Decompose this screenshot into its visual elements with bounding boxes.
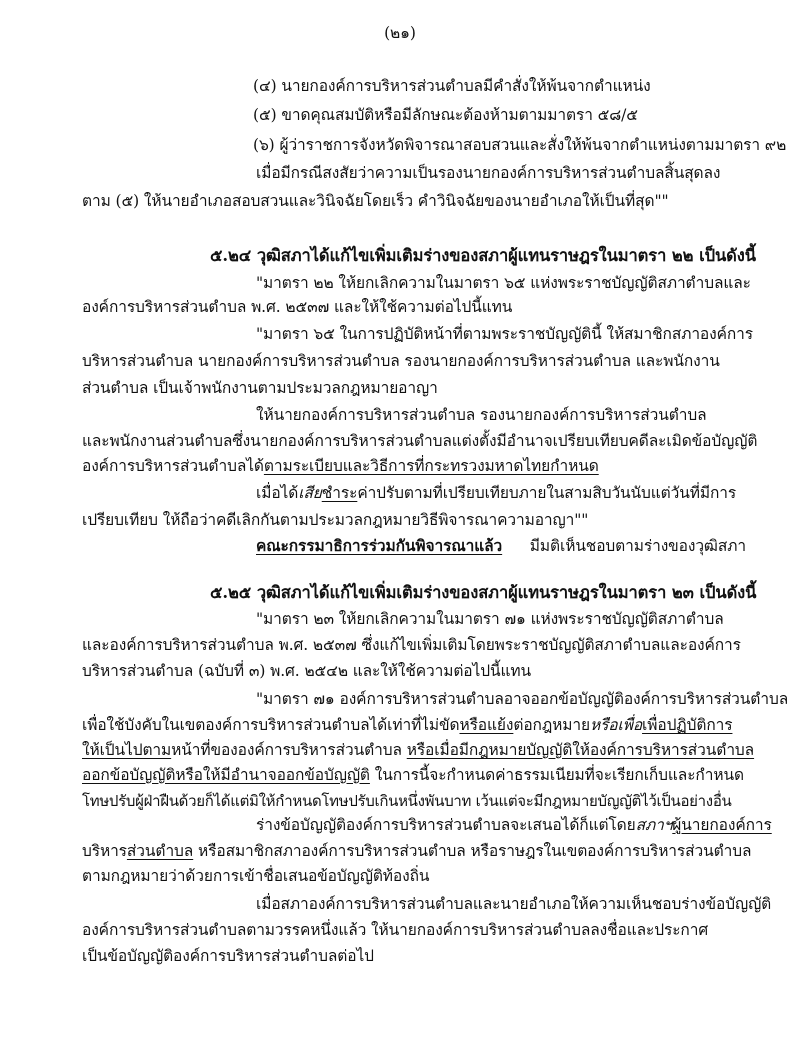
paragraph-line: ตาม (๕) ให้นายอำเภอสอบสวนและวินิจฉัยโดยเร็ว คำวินิจฉัยของนายอำเภอให้เป็นที่สุด"" (82, 192, 669, 210)
section-heading-524: ๕.๒๔ วุฒิสภาได้แก้ไขเพิ่มเติมร่างของสภาผู้แทนราษฎรในมาตรา ๒๒ เป็นดังนี้ (210, 246, 756, 265)
text-run: องค์การบริหารส่วนตำบลได้ (82, 457, 264, 475)
paragraph-line: ให้นายกองค์การบริหารส่วนตำบล รองนายกองค์การบริหารส่วนตำบล (256, 406, 707, 424)
text-run: ในการนี้จะกำหนดค่าธรรมเนียมที่จะเรียกเก็บและกำหนด (369, 766, 744, 784)
paragraph-line: "มาตรา ๗๑ องค์การบริหารส่วนตำบลอาจออกข้อบัญญัติองค์การบริหารส่วนตำบล (256, 690, 789, 708)
paragraph-line: องค์การบริหารส่วนตำบลตามวรรคหนึ่งแล้ว ให้นายกองค์การบริหารส่วนตำบลลงชื่อและประกาศ (82, 921, 709, 939)
struck-text: สภาฯ (635, 816, 673, 834)
inserted-text: ให้เป็นไปตาม (82, 741, 172, 759)
item-6: (๖) ผู้ว่าราชการจังหวัดพิจารณาสอบสวนและสั่งให้พ้นจากตำแหน่งตามมาตรา ๙๒ (253, 136, 787, 154)
inserted-text: หรือเมื่อมีกฎหมายบัญญัติให้องค์การบริหารส่วนตำบล (406, 741, 755, 759)
inserted-text: ตามระเบียบและวิธีการที่กระทรวงมหาดไทยกำหนด (263, 457, 599, 475)
paragraph-line: โทษปรับผู้ฝ่าฝืนด้วยก็ได้แต่มิให้กำหนดโทษปรับเกินหนึ่งพันบาท เว้นแต่จะมีกฎหมายบัญญัติไว้เป็นอย่างอื่น (82, 792, 732, 810)
item-5: (๕) ขาดคุณสมบัติหรือมีลักษณะต้องห้ามตามมาตรา ๕๘/๕ (253, 106, 638, 124)
section-heading-525: ๕.๒๕ วุฒิสภาได้แก้ไขเพิ่มเติมร่างของสภาผู้แทนราษฎรในมาตรา ๒๓ เป็นดังนี้ (210, 583, 757, 602)
struck-text: หรือเพื่อ (589, 716, 643, 734)
committee-resolution-text: มีมติเห็นชอบตามร่างของวุฒิสภา (529, 537, 746, 555)
struck-text: เสีย (298, 484, 322, 502)
paragraph-line: และองค์การบริหารส่วนตำบล พ.ศ. ๒๕๓๗ ซึ่งแก้ไขเพิ่มเติมโดยพระราชบัญญัติสภาตำบลและองค์การ (82, 636, 741, 654)
text-run: เมื่อได้ (256, 484, 299, 502)
text-run: เพื่อใช้บังคับในเขตองค์การบริหารส่วนตำบลได้เท่าที่ไม่ขัด (82, 716, 460, 734)
paragraph-line (82, 714, 732, 736)
paragraph-line (82, 764, 744, 786)
inserted-text: ผู้นายกองค์การ (672, 816, 772, 834)
inserted-text: หรือแย้ง (459, 716, 514, 734)
text-run: ร่างข้อบัญญัติองค์การบริหารส่วนตำบลจะเสนอได้ก็แต่โดย (256, 816, 636, 834)
paragraph-line: ส่วนตำบล เป็นเจ้าพนักงานตามประมวลกฎหมายอาญา (82, 379, 438, 397)
text-run: หน้าที่ขององค์การบริหารส่วนตำบล (171, 741, 407, 759)
paragraph-line: ตามกฎหมายว่าด้วยการเข้าชื่อเสนอข้อบัญญัติท้องถิ่น (82, 867, 430, 885)
committee-resolution (256, 535, 746, 557)
paragraph-line: "มาตรา ๖๕ ในการปฏิบัติหน้าที่ตามพระราชบัญญัตินี้ ให้สมาชิกสภาองค์การ (256, 325, 753, 343)
text-run: บริหาร (82, 842, 127, 860)
paragraph-line: เปรียบเทียบ ให้ถือว่าคดีเลิกกันตามประมวลกฎหมายวิธีพิจารณาความอาญา"" (82, 511, 589, 529)
paragraph-line: องค์การบริหารส่วนตำบล พ.ศ. ๒๕๓๗ และให้ใช้ความต่อไปนี้แทน (82, 298, 513, 316)
paragraph-line: และพนักงานส่วนตำบลซึ่งนายกองค์การบริหารส่วนตำบลแต่งตั้งมีอำนาจเปรียบเทียบคดีละเมิดข้อบัญญัติ (82, 432, 758, 450)
committee-label: คณะกรรมาธิการร่วมกันพิจารณาแล้ว (256, 536, 503, 555)
paragraph-line (82, 455, 599, 477)
paragraph-line (82, 840, 751, 862)
paragraph-line: "มาตรา ๒๓ ให้ยกเลิกความในมาตรา ๗๑ แห่งพระราชบัญญัติสภาตำบล (256, 610, 724, 628)
inserted-text: ออกข้อบัญญัติหรือให้มีอำนาจออกข้อบัญญัติ (82, 766, 370, 784)
paragraph-line (256, 482, 736, 504)
text-run: หรือสมาชิกสภาองค์การบริหารส่วนตำบล หรือราษฎรในเขตองค์การบริหารส่วนตำบล (193, 842, 752, 860)
paragraph-line: เมื่อมีกรณีสงสัยว่าความเป็นรองนายกองค์การบริหารส่วนตำบลสิ้นสุดลง (256, 164, 721, 182)
paragraph-line: บริหารส่วนตำบล (ฉบับที่ ๓) พ.ศ. ๒๕๔๒ และให้ใช้ความต่อไปนี้แทน (82, 662, 531, 680)
inserted-text: ชำระ (321, 484, 358, 502)
paragraph-line: "มาตรา ๒๒ ให้ยกเลิกความในมาตรา ๖๕ แห่งพระราชบัญญัติสภาตำบลและ (256, 274, 751, 292)
text-run: ต่อกฎหมาย (513, 716, 590, 734)
paragraph-line (256, 814, 772, 836)
inserted-text: ส่วนตำบล (126, 842, 194, 860)
paragraph-line: เมื่อสภาองค์การบริหารส่วนตำบลและนายอำเภอให้ความเห็นชอบร่างข้อบัญญัติ (256, 895, 772, 913)
paragraph-line: บริหารส่วนตำบล นายกองค์การบริหารส่วนตำบล รองนายกองค์การบริหารส่วนตำบล และพนักงาน (82, 352, 720, 370)
paragraph-line (82, 739, 754, 761)
page-number: (๒๑) (384, 24, 416, 42)
inserted-text: เพื่อปฏิบัติการ (642, 716, 733, 734)
paragraph-line: เป็นข้อบัญญัติองค์การบริหารส่วนตำบลต่อไป (82, 947, 374, 965)
item-4: (๔) นายกองค์การบริหารส่วนตำบลมีคำสั่งให้พ้นจากตำแหน่ง (253, 77, 651, 95)
text-run: ค่าปรับตามที่เปรียบเทียบภายในสามสิบวันนับแต่วันที่มีการ (357, 484, 737, 502)
